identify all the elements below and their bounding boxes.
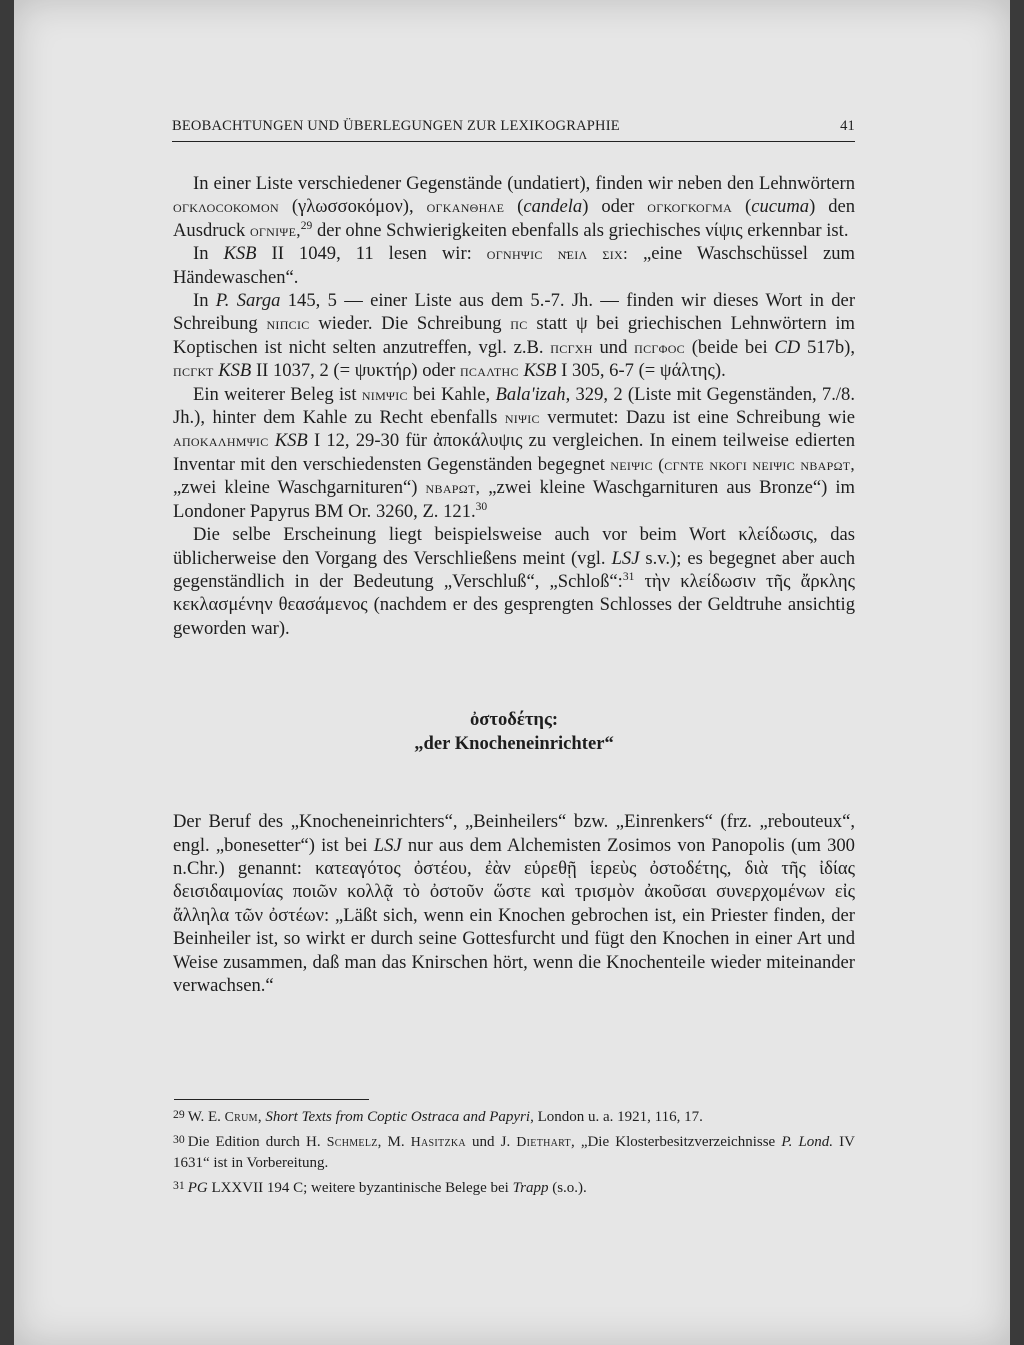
- text-span: In: [193, 243, 224, 265]
- text-span: (s.o.).: [548, 1180, 587, 1196]
- author-name: Schmelz: [326, 1134, 378, 1149]
- coptic-word: νιψιc: [504, 408, 540, 428]
- italic-span: P. Sarga: [215, 290, 281, 312]
- coptic-word: νιπcιc: [266, 314, 310, 334]
- running-head: [172, 118, 855, 142]
- text-span: ) den Ausdruck: [173, 196, 856, 241]
- coptic-word: ογκανθηλε: [426, 197, 505, 217]
- footnote-ref-29[interactable]: 29: [300, 219, 313, 232]
- italic-span: cucuma: [751, 196, 810, 218]
- author-name: Crum: [224, 1109, 258, 1124]
- coptic-word: ογνηψιc ν̄ειλ σιχ:: [486, 244, 629, 264]
- footnote-29: [173, 1104, 855, 1128]
- author-name: Diethart: [516, 1134, 571, 1149]
- italic-span: LSJ: [373, 834, 402, 856]
- text-span: Die Edition durch H.: [187, 1134, 327, 1150]
- section-heading: [173, 708, 855, 756]
- text-span: statt ψ bei griechischen Lehnwörtern im Koptischen ist nicht selten anzutreffen, vgl. z.B.: [173, 313, 855, 358]
- text-span: vermutet: Dazu ist eine Schreibung wie: [539, 407, 855, 429]
- text-span: IV 1631“ ist in Vorbereitung.: [173, 1134, 856, 1171]
- text-span: 517b),: [800, 336, 855, 358]
- coptic-word: νβαρωτ,: [425, 478, 481, 498]
- paragraph-1: [173, 172, 855, 242]
- italic-span: LSJ: [611, 547, 640, 569]
- coptic-word: πcγκτ: [173, 361, 214, 381]
- coptic-word: πcγχη: [550, 337, 593, 357]
- footnotes: [173, 1104, 855, 1200]
- paragraph-5: [173, 523, 855, 640]
- italic-span: KSB: [223, 243, 257, 265]
- coptic-word: ογκογκογμα: [647, 197, 733, 217]
- footnote-ref-31[interactable]: 31: [622, 570, 635, 583]
- text-span: nur aus dem Alchemisten Zosimos von Panopolis (um 300 n.Chr.) genannt: κατεαγότος ὀστέου, ἐὰν εὑρεθῇ ἱερεὺς ὀστοδέτης, διὰ τῆς ἰδίας δεισιδαιμονίας ποιῶν κολλᾷ τὸ ὀστοῦν ὥστε καὶ τρισμὸν ἀκοῦσαι συνερχομένων εἰς ἄλληλα τῶν ὀστέων: „Läßt sich, wenn ein Knochen gebrochen ist, ein Priester finden, der Beinheiler ist, so wirkt er durch seine Gottesfurcht und fügt den Knochen in einer Art und Weise zusammen, daß man das Knirschen hört, wenn die Knochenteile wieder miteinander verwachsen.“: [173, 834, 855, 996]
- coptic-word: ογνιψε,: [249, 220, 301, 240]
- heading-german: „der Knocheneinrichter“: [414, 733, 614, 755]
- text-span: Ein weiterer Beleg ist: [193, 383, 362, 405]
- coptic-word: ογκλοcοκομον: [173, 197, 279, 217]
- coptic-word: νειψιc (cγντε νκογι νειψιc νβαρωτ,: [610, 454, 855, 474]
- text-span: (beide bei: [684, 336, 775, 358]
- text-span: ) oder: [582, 196, 648, 218]
- coptic-word: νιμψιc: [361, 384, 408, 404]
- page-number: 41: [840, 118, 855, 134]
- text-span: und J.: [465, 1134, 517, 1150]
- text-span: In einer Liste verschiedener Gegenstände (undatiert), finden wir neben den Lehnwörtern: [193, 173, 855, 194]
- italic-span: KSB: [523, 360, 557, 382]
- italic-span: Short Texts from Coptic Ostraca and Papyri: [265, 1109, 531, 1125]
- text-span: der ohne Schwierigkeiten ebenfalls als griechisches νίψις erkennbar ist.: [312, 219, 849, 241]
- text-span: , M.: [377, 1134, 411, 1150]
- paragraph-4: [173, 383, 855, 523]
- text-span: ,: [257, 1109, 266, 1125]
- text-span: „zwei kleine Waschgarnituren“): [173, 477, 426, 499]
- paragraph-6: [173, 810, 855, 997]
- text-span: In: [193, 290, 216, 312]
- text-span: , „Die Klosterbesitzverzeichnisse: [570, 1134, 782, 1150]
- italic-span: P. Lond.: [781, 1134, 834, 1150]
- text-span: (γλωσσοκόμον),: [278, 196, 427, 218]
- text-span: W. E.: [187, 1109, 225, 1125]
- author-name: Hasitzka: [410, 1134, 466, 1149]
- coptic-word: πc: [510, 314, 528, 334]
- text-span: I 305, 6-7 (= ψάλτης).: [556, 360, 726, 382]
- text-span: 145, 5 — einer Liste aus dem 5.-7. Jh. — finden wir dieses Wort in der Schreibung: [173, 290, 856, 335]
- text-span: bei Kahle,: [407, 383, 496, 405]
- text-span: (: [732, 196, 752, 218]
- text-span: Die selbe Erscheinung liegt beispielsweise auch vor beim Wort κλείδωσις, das üblicherweise den Vorgang des Verschließens meint (vgl.: [173, 524, 855, 569]
- footnote-ref-30[interactable]: 30: [475, 500, 488, 513]
- text-span: „zwei kleine Waschgarnituren aus Bronze“) im Londoner Papyrus BM Or. 3260, Z. 121.: [173, 477, 855, 522]
- text-span: wieder. Die Schreibung: [309, 313, 511, 335]
- footnote-30: [173, 1129, 855, 1174]
- text-span: , 329, 2 (Liste mit Gegenständen, 7./8. Jh.), hinter dem Kahle zu Recht ebenfalls: [173, 383, 855, 429]
- footnote-number: 31: [173, 1179, 185, 1192]
- text-span: Der Beruf des „Knocheneinrichters“, „Beinheilers“ bzw. „Einrenkers“ (frz. „rebouteux“, engl. „bonesetter“) ist bei: [173, 811, 855, 856]
- main-text: [173, 172, 855, 997]
- text-span: , London u. a. 1921, 116, 17.: [530, 1109, 703, 1125]
- running-title: BEOBACHTUNGEN UND ÜBERLEGUNGEN ZUR LEXIKOGRAPHIE: [172, 118, 620, 134]
- italic-span: CD: [774, 336, 801, 358]
- italic-span: PG: [187, 1180, 208, 1196]
- heading-greek: ὀστοδέτης:: [469, 709, 559, 731]
- footnote-31: [173, 1175, 855, 1199]
- footnote-number: 30: [173, 1133, 185, 1146]
- paragraph-3: [173, 289, 855, 383]
- coptic-word: πcαλτηc: [459, 361, 519, 381]
- text-span: II 1037, 2 (= ψυκτήρ) oder: [251, 360, 460, 382]
- coptic-word: αποκαλημψιc: [173, 431, 269, 451]
- coptic-word: πcγφοc: [634, 337, 685, 357]
- italic-span: Bala'izah: [495, 383, 566, 405]
- text-span: s.v.); es begegnet aber auch gegenständlich in der Bedeutung „Verschluß“, „Schloß“:: [173, 547, 855, 592]
- text-span: τὴν κλείδωσιν τῆς ἄρκλης κεκλασμένην θεασάμενος (nachdem er des gesprengten Schlosses der Geldtruhe ansichtig geworden war).: [173, 570, 855, 639]
- text-span: und: [592, 336, 635, 358]
- text-span: II 1049, 11 lesen wir:: [256, 243, 487, 265]
- italic-span: KSB: [274, 430, 308, 452]
- footnote-number: 29: [173, 1108, 185, 1121]
- text-span: I 12, 29-30 für ἀποκάλυψις zu vergleichen. In einem teilweise edierten Inventar mit den verschiedensten Gegenständen begegnet: [173, 430, 855, 475]
- footnote-divider: [174, 1099, 369, 1100]
- book-page: [14, 0, 1010, 1345]
- italic-span: Trapp: [512, 1180, 549, 1196]
- italic-span: candela: [523, 196, 583, 218]
- text-span: „eine Waschschüssel zum Händewaschen“.: [173, 243, 855, 288]
- italic-span: KSB: [218, 360, 252, 382]
- text-span: (: [504, 196, 524, 218]
- text-span: LXXVII 194 C; weitere byzantinische Belege bei: [207, 1180, 513, 1196]
- paragraph-2: [173, 242, 855, 289]
